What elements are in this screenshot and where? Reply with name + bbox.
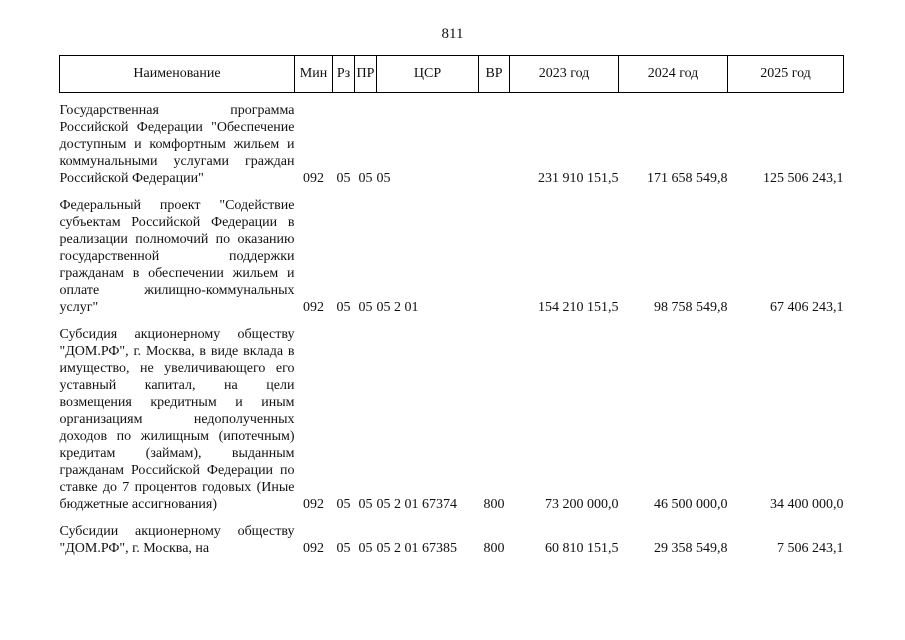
row-pr: 05 [358,171,373,186]
table-row [60,197,844,316]
header-csr: ЦСР [377,56,479,93]
header-row [60,56,844,93]
header-2025: 2025 год [728,56,844,93]
header-2023: 2023 год [510,56,619,93]
row-amount-2025: 67 406 243,1 [770,300,844,315]
page-number: 811 [441,26,464,42]
row-min: 092 [303,497,324,512]
header-pr: ПР [355,56,377,93]
row-vr [479,197,510,316]
row-pr: 05 [358,541,373,556]
row-vr [479,102,510,187]
row-amount-2024: 171 658 549,8 [647,171,728,186]
row-vr: 800 [483,541,505,556]
row-amount-2023: 73 200 000,0 [545,497,619,512]
row-amount-2024: 98 758 549,8 [654,300,728,315]
header-vr: ВР [479,56,510,93]
row-amount-2024: 46 500 000,0 [654,497,728,512]
row-rz: 05 [336,541,351,556]
row-rz: 05 [336,300,351,315]
row-name: Субсидии акционерному обществу "ДОМ.РФ", г. Москва, на [59,524,295,556]
header-2024: 2024 год [619,56,728,93]
row-vr: 800 [483,497,505,512]
row-name: Субсидия акционерному обществу "ДОМ.РФ", г. Москва, в виде вклада в имущество, не увеличивающего его уставный капитал, на цели возмещения кредитным и иным организациям недополученных доходов по жилищным (ипотечным) кредитам (займам), выданным гражданам Российской Федерации по ставке до 7 процентов годовых (Иные бюджетные ассигнования) [59,327,295,512]
row-rz: 05 [336,497,351,512]
row-amount-2025: 7 506 243,1 [777,541,844,556]
row-csr: 05 2 01 67374 [376,497,457,512]
row-rz: 05 [336,171,351,186]
row-name: Федеральный проект "Содействие субъектам Российской Федерации в реализации полномочий по оказанию государственной поддержки гражданам в обеспечении жильем и оплате жилищно-коммунальных услуг" [59,198,295,315]
row-pr: 05 [358,497,373,512]
header-min: Мин [295,56,333,93]
row-min: 092 [303,300,324,315]
row-min: 092 [303,171,324,186]
header-name: Наименование [60,56,295,93]
row-pr: 05 [358,300,373,315]
row-amount-2025: 125 506 243,1 [763,171,844,186]
row-amount-2023: 231 910 151,5 [538,171,619,186]
row-min: 092 [303,541,324,556]
row-csr: 05 2 01 [376,300,419,315]
row-amount-2024: 29 358 549,8 [654,541,728,556]
row-csr: 05 [376,171,391,186]
table-row [60,523,844,557]
table-row [60,326,844,513]
row-amount-2025: 34 400 000,0 [770,497,844,512]
row-amount-2023: 60 810 151,5 [545,541,619,556]
row-name: Государственная программа Российской Федерации "Обеспечение доступным и комфортным жильем и коммунальными услугами граждан Российской Федерации" [59,103,295,186]
table-row [60,102,844,187]
header-rz: Рз [333,56,355,93]
budget-table [59,55,844,557]
row-amount-2023: 154 210 151,5 [538,300,619,315]
row-csr: 05 2 01 67385 [376,541,457,556]
